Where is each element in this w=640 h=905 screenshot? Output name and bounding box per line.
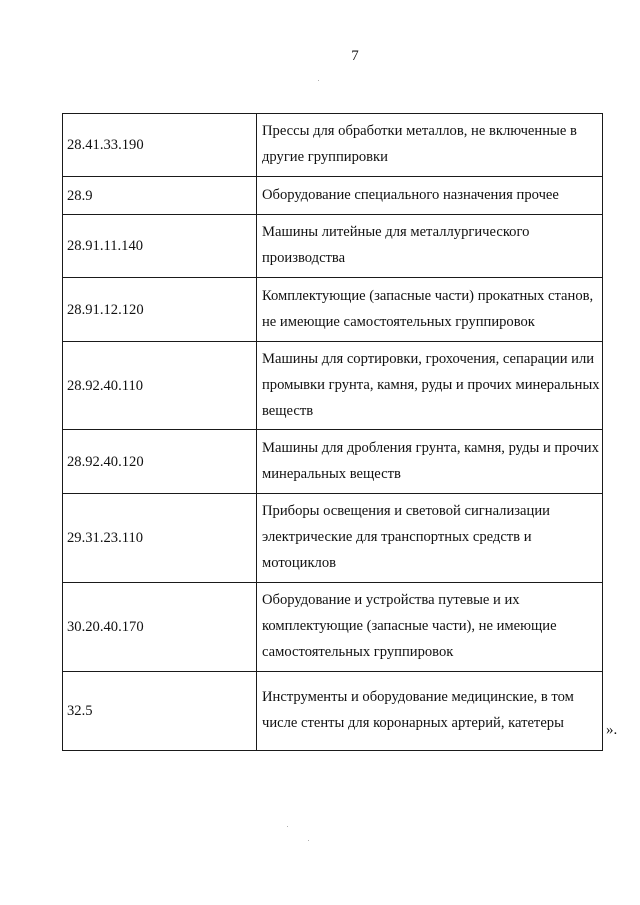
row-code: 30.20.40.170 <box>63 583 257 672</box>
table-row <box>63 494 603 583</box>
table-row <box>63 215 603 278</box>
row-description: Машины для дробления грунта, камня, руды и прочих минеральных веществ <box>257 430 603 494</box>
row-code: 28.9 <box>63 177 257 215</box>
table-row <box>63 672 603 751</box>
scan-speck <box>287 826 288 827</box>
row-description: Машины для сортировки, грохочения, сепарации или промывки грунта, камня, руды и прочих минеральных веществ <box>257 342 603 430</box>
table-row <box>63 278 603 342</box>
row-description: Машины литейные для металлургического производства <box>257 215 603 278</box>
row-description: Комплектующие (запасные части) прокатных станов, не имеющие самостоятельных группировок <box>257 278 603 342</box>
page-number: 7 <box>351 48 359 64</box>
table-row <box>63 430 603 494</box>
closing-quote-mark: ». <box>606 722 618 738</box>
scan-speck <box>318 80 319 81</box>
table-row <box>63 177 603 215</box>
row-code: 29.31.23.110 <box>63 494 257 583</box>
row-code: 28.92.40.110 <box>63 342 257 430</box>
row-description: Инструменты и оборудование медицинские, в том числе стенты для коронарных артерий, катетеры <box>257 672 603 751</box>
row-description: Прессы для обработки металлов, не включенные в другие группировки <box>257 114 603 177</box>
scan-speck <box>308 840 309 841</box>
row-description: Оборудование и устройства путевые и их комплектующие (запасные части), не имеющие самостоятельных группировок <box>257 583 603 672</box>
row-code: 28.92.40.120 <box>63 430 257 494</box>
row-code: 28.41.33.190 <box>63 114 257 177</box>
row-description: Оборудование специального назначения прочее <box>257 177 603 215</box>
table-row <box>63 114 603 177</box>
row-code: 28.91.12.120 <box>63 278 257 342</box>
table-row <box>63 342 603 430</box>
okpd-code-table <box>62 113 603 751</box>
row-code: 28.91.11.140 <box>63 215 257 278</box>
row-code: 32.5 <box>63 672 257 751</box>
table-row <box>63 583 603 672</box>
row-description: Приборы освещения и световой сигнализации электрические для транспортных средств и мотоциклов <box>257 494 603 583</box>
